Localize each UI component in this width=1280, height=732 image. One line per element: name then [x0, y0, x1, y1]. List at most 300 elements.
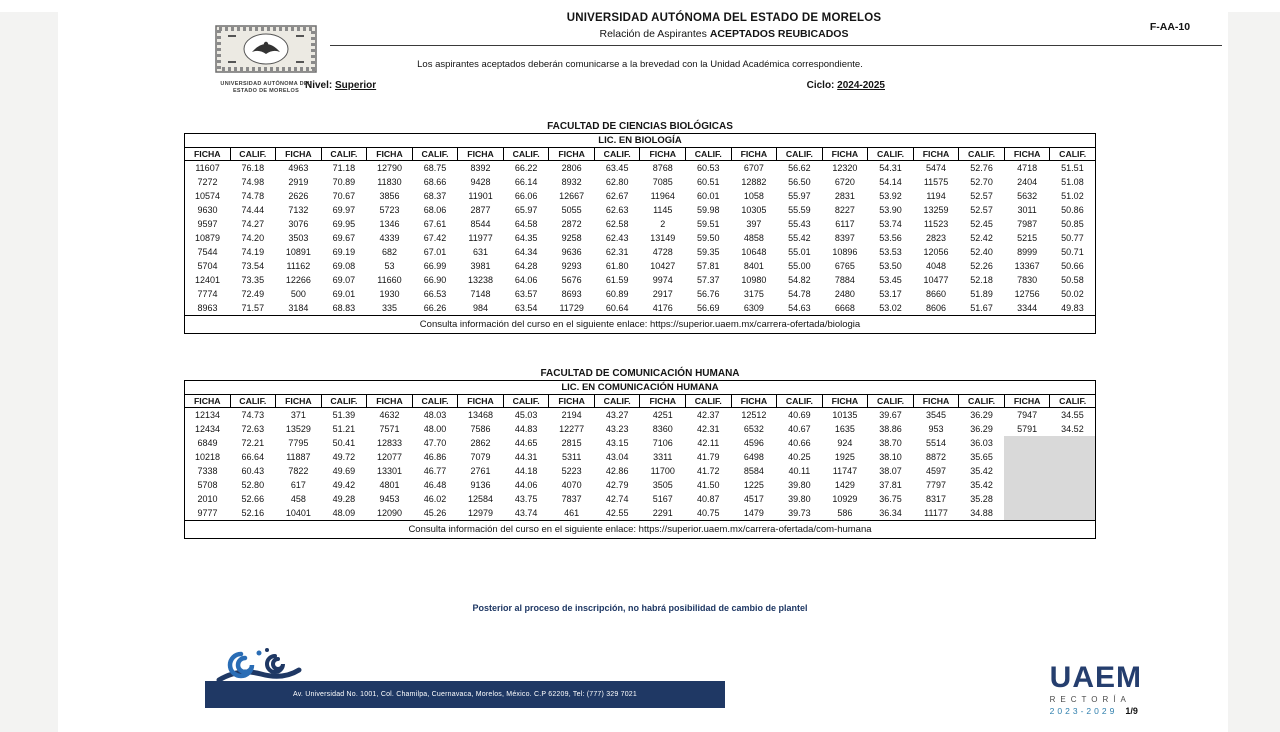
- ficha-cell: 984: [473, 303, 489, 313]
- calif-column-header: CALIF.: [868, 148, 914, 161]
- calif-cell: 42.11: [697, 438, 720, 448]
- calif-column-header: CALIF.: [594, 148, 640, 161]
- table-row: [185, 161, 1096, 176]
- calif-cell: 50.86: [1061, 205, 1084, 215]
- ficha-cell: 2761: [470, 466, 491, 476]
- ficha-cell: 2815: [561, 438, 582, 448]
- table-header-row: [185, 395, 1096, 408]
- calif-cell: 50.41: [332, 438, 356, 448]
- ficha-cell: 10427: [650, 261, 676, 271]
- calif-cell: 55.97: [788, 191, 811, 201]
- ficha-cell: 13367: [1014, 261, 1040, 271]
- ficha-cell: 11700: [650, 466, 675, 476]
- calif-cell: 42.31: [697, 424, 720, 434]
- table-row: [185, 506, 1096, 521]
- course-link-row: [185, 316, 1096, 334]
- ficha-cell: 461: [564, 508, 580, 518]
- calif-cell: 68.66: [423, 177, 447, 187]
- calif-cell: 49.83: [1061, 303, 1084, 313]
- ficha-cell: 7085: [652, 177, 673, 187]
- calif-cell: 52.18: [970, 275, 993, 285]
- calif-cell: 74.98: [241, 177, 265, 187]
- page-edge-right: [1228, 12, 1280, 732]
- calif-cell: 35.65: [970, 452, 993, 462]
- ficha-cell: 4339: [379, 233, 400, 243]
- ficha-cell: 11887: [286, 452, 311, 462]
- calif-cell: 49.42: [332, 480, 356, 490]
- ficha-cell: 7544: [197, 247, 218, 257]
- document-header: [330, 12, 1222, 40]
- ficha-cell: 12090: [376, 508, 402, 518]
- ficha-column-header: FICHA: [822, 148, 868, 161]
- calif-cell: 52.45: [970, 219, 993, 229]
- calif-cell: 57.81: [697, 261, 720, 271]
- ficha-cell: 10305: [741, 205, 767, 215]
- admissions-table-com-humana: [184, 380, 1096, 539]
- ficha-cell: 8963: [197, 303, 218, 313]
- calif-cell: 36.03: [970, 438, 993, 448]
- calif-cell: 74.73: [241, 410, 265, 420]
- ficha-cell: 10896: [832, 247, 858, 257]
- calif-cell: 52.26: [970, 261, 993, 271]
- calif-cell: 76.18: [241, 163, 265, 173]
- empty-cell: [1050, 506, 1096, 521]
- ficha-cell: 6668: [834, 303, 855, 313]
- ficha-cell: 9974: [652, 275, 673, 285]
- course-link[interactable]: Consulta información del curso en el siguiente enlace: https://superior.uaem.mx/carrera-ofertada/biologia: [185, 316, 1096, 334]
- ficha-cell: 500: [290, 289, 306, 299]
- calif-cell: 54.14: [879, 177, 902, 187]
- calif-cell: 56.76: [697, 289, 720, 299]
- crest-caption: UNIVERSIDAD AUTÓNOMA DEL ESTADO DE MORELOS: [220, 81, 312, 95]
- ficha-cell: 11162: [286, 261, 311, 271]
- table-row: [185, 301, 1096, 316]
- ficha-cell: 8768: [652, 163, 673, 173]
- calif-cell: 52.70: [970, 177, 993, 187]
- ficha-cell: 9636: [561, 247, 582, 257]
- ficha-column-header: FICHA: [913, 148, 959, 161]
- ficha-cell: 5704: [197, 261, 218, 271]
- ficha-cell: 8872: [926, 452, 947, 462]
- ficha-cell: 8401: [743, 261, 764, 271]
- ficha-cell: 3184: [288, 303, 309, 313]
- ficha-cell: 11177: [924, 508, 948, 518]
- calif-column-header: CALIF.: [959, 395, 1005, 408]
- ficha-cell: 682: [381, 247, 397, 257]
- ficha-cell: 10929: [832, 494, 858, 504]
- ficha-cell: 10648: [741, 247, 767, 257]
- ficha-cell: 5474: [926, 163, 947, 173]
- ficha-cell: 12401: [195, 275, 221, 285]
- ficha-cell: 7837: [561, 494, 582, 504]
- calif-cell: 69.07: [332, 275, 356, 285]
- ficha-cell: 9630: [197, 205, 218, 215]
- ficha-cell: 8227: [834, 205, 855, 215]
- calif-cell: 52.42: [970, 233, 993, 243]
- ficha-cell: 631: [473, 247, 489, 257]
- ficha-cell: 11729: [559, 303, 584, 313]
- document-page: [0, 12, 1280, 732]
- calif-cell: 35.42: [970, 480, 993, 490]
- calif-cell: 71.18: [332, 163, 356, 173]
- ficha-cell: 9136: [470, 480, 491, 490]
- calif-cell: 59.50: [697, 233, 720, 243]
- calif-cell: 68.37: [423, 191, 447, 201]
- ficha-cell: 3175: [743, 289, 764, 299]
- calif-cell: 74.20: [241, 233, 265, 243]
- ficha-cell: 7079: [470, 452, 491, 462]
- calif-cell: 51.02: [1061, 191, 1084, 201]
- calif-cell: 44.31: [514, 452, 538, 462]
- calif-column-header: CALIF.: [503, 395, 549, 408]
- calif-cell: 53.74: [879, 219, 902, 229]
- ficha-column-header: FICHA: [276, 395, 322, 408]
- ficha-cell: 10891: [285, 247, 311, 257]
- ficha-cell: 5676: [561, 275, 582, 285]
- table-row: [185, 217, 1096, 231]
- ficha-cell: 6849: [197, 438, 218, 448]
- ficha-cell: 13301: [376, 466, 402, 476]
- ficha-cell: 12320: [832, 163, 858, 173]
- ficha-cell: 1194: [926, 191, 946, 201]
- ficha-cell: 6309: [743, 303, 764, 313]
- calif-cell: 54.31: [879, 163, 902, 173]
- calif-cell: 39.73: [788, 508, 811, 518]
- footer-left: [205, 646, 725, 708]
- ficha-cell: 4596: [743, 438, 764, 448]
- ficha-cell: 3981: [470, 261, 491, 271]
- subtitle-bold: ACEPTADOS REUBICADOS: [709, 28, 849, 40]
- calif-cell: 43.23: [605, 424, 629, 434]
- calif-column-header: CALIF.: [321, 148, 367, 161]
- calif-cell: 60.64: [605, 303, 629, 313]
- address-bar: Av. Universidad No. 1001, Col. Chamilpa, Cuernavaca, Morelos, México. C.P 62209, Tel: (777) 329 7021: [205, 681, 725, 708]
- page-edge-left: [0, 12, 58, 732]
- ficha-cell: 12134: [195, 410, 221, 420]
- page-number: 1/9: [1125, 706, 1138, 716]
- calif-cell: 44.83: [514, 424, 538, 434]
- calif-column-header: CALIF.: [1050, 395, 1096, 408]
- calif-cell: 34.55: [1061, 410, 1084, 420]
- table-row: [185, 203, 1096, 217]
- calif-cell: 74.19: [241, 247, 265, 257]
- calif-cell: 48.00: [423, 424, 447, 434]
- ficha-cell: 7884: [834, 275, 855, 285]
- table-row: [185, 436, 1096, 450]
- calif-cell: 52.57: [970, 205, 993, 215]
- calif-cell: 43.04: [605, 452, 629, 462]
- ficha-cell: 1225: [743, 480, 764, 490]
- ficha-cell: 2831: [834, 191, 855, 201]
- ficha-cell: 10135: [832, 410, 858, 420]
- empty-cell: [1004, 450, 1050, 464]
- ficha-cell: 6720: [834, 177, 855, 187]
- ficha-cell: 5055: [561, 205, 582, 215]
- calif-cell: 44.18: [514, 466, 538, 476]
- ficha-cell: 3503: [288, 233, 309, 243]
- ficha-cell: 4632: [379, 410, 400, 420]
- calif-cell: 44.06: [514, 480, 538, 490]
- calif-cell: 59.35: [697, 247, 720, 257]
- ficha-cell: 397: [746, 219, 762, 229]
- ficha-cell: 586: [837, 508, 853, 518]
- calif-cell: 50.58: [1061, 275, 1084, 285]
- calif-cell: 74.78: [241, 191, 265, 201]
- ficha-column-header: FICHA: [367, 395, 413, 408]
- calif-cell: 69.67: [332, 233, 356, 243]
- ficha-cell: 4597: [926, 466, 947, 476]
- ficha-cell: 12434: [195, 424, 221, 434]
- ficha-cell: 13529: [285, 424, 311, 434]
- university-crest: [208, 24, 324, 95]
- ciclo-value: 2024-2025: [837, 80, 885, 91]
- calif-cell: 53.53: [879, 247, 902, 257]
- ficha-cell: 6765: [834, 261, 855, 271]
- no-campus-change-warning: Posterior al proceso de inscripción, no habrá posibilidad de cambio de plantel: [472, 603, 808, 613]
- ficha-cell: 7830: [1017, 275, 1038, 285]
- calif-cell: 50.77: [1061, 233, 1084, 243]
- calif-cell: 64.58: [514, 219, 538, 229]
- nivel-value: Superior: [335, 80, 377, 91]
- calif-cell: 43.27: [605, 410, 629, 420]
- calif-cell: 62.67: [605, 191, 629, 201]
- course-link[interactable]: Consulta información del curso en el siguiente enlace: https://superior.uaem.mx/carrera-ofertada/com-humana: [185, 521, 1096, 539]
- ficha-column-header: FICHA: [185, 148, 231, 161]
- calif-cell: 65.97: [514, 205, 538, 215]
- ficha-cell: 9428: [470, 177, 491, 187]
- ficha-cell: 7106: [652, 438, 673, 448]
- ficha-cell: 5514: [926, 438, 947, 448]
- ficha-cell: 10980: [741, 275, 767, 285]
- ficha-cell: 5723: [379, 205, 400, 215]
- calif-cell: 70.67: [332, 191, 356, 201]
- calif-cell: 53.45: [879, 275, 902, 285]
- calif-cell: 68.83: [332, 303, 356, 313]
- ficha-cell: 7795: [288, 438, 309, 448]
- calif-cell: 71.57: [241, 303, 265, 313]
- faculty-title: FACULTAD DE COMUNICACIÓN HUMANA: [540, 368, 740, 379]
- ficha-cell: 5311: [561, 452, 582, 462]
- calif-cell: 48.09: [332, 508, 356, 518]
- calif-cell: 66.14: [514, 177, 538, 187]
- calif-cell: 40.66: [788, 438, 811, 448]
- calif-cell: 49.72: [332, 452, 356, 462]
- ficha-column-header: FICHA: [458, 395, 504, 408]
- calif-cell: 69.19: [332, 247, 356, 257]
- ficha-cell: 1925: [834, 452, 855, 462]
- calif-cell: 41.50: [697, 480, 720, 490]
- ficha-column-header: FICHA: [458, 148, 504, 161]
- ficha-cell: 11964: [650, 191, 675, 201]
- ficha-cell: 4801: [379, 480, 400, 490]
- calif-cell: 55.01: [788, 247, 811, 257]
- ficha-cell: 7132: [288, 205, 309, 215]
- ficha-cell: 7148: [470, 289, 491, 299]
- calif-cell: 39.67: [879, 410, 902, 420]
- calif-cell: 50.02: [1061, 289, 1084, 299]
- calif-cell: 73.54: [241, 261, 265, 271]
- crest-icon: [214, 24, 318, 74]
- empty-cell: [1004, 436, 1050, 450]
- ficha-cell: 7797: [926, 480, 947, 490]
- ficha-cell: 2862: [470, 438, 491, 448]
- ficha-cell: 7338: [197, 466, 218, 476]
- calif-cell: 36.29: [970, 424, 993, 434]
- ficha-cell: 2806: [561, 163, 582, 173]
- calif-cell: 53.90: [879, 205, 902, 215]
- header-title-block: [330, 12, 1118, 40]
- ficha-cell: 5167: [652, 494, 673, 504]
- calif-cell: 60.01: [697, 191, 720, 201]
- ficha-cell: 9258: [561, 233, 582, 243]
- calif-cell: 62.43: [605, 233, 629, 243]
- ficha-cell: 4251: [652, 410, 673, 420]
- ficha-cell: 11901: [468, 191, 493, 201]
- empty-cell: [1050, 492, 1096, 506]
- ficha-cell: 1479: [743, 508, 764, 518]
- ficha-cell: 7586: [470, 424, 491, 434]
- ficha-cell: 371: [290, 410, 306, 420]
- ficha-column-header: FICHA: [731, 148, 777, 161]
- admissions-table-biologia: [184, 133, 1096, 334]
- ficha-column-header: FICHA: [276, 148, 322, 161]
- calif-cell: 53.50: [879, 261, 902, 271]
- calif-cell: 74.27: [241, 219, 265, 229]
- calif-cell: 64.34: [514, 247, 538, 257]
- ficha-cell: 2010: [197, 494, 218, 504]
- ficha-cell: 2917: [652, 289, 673, 299]
- calif-cell: 40.75: [697, 508, 720, 518]
- ficha-cell: 5708: [197, 480, 218, 490]
- ficha-cell: 617: [290, 480, 306, 490]
- ficha-cell: 12667: [559, 191, 585, 201]
- ficha-cell: 924: [837, 438, 853, 448]
- table-row: [185, 287, 1096, 301]
- calif-cell: 69.01: [332, 289, 356, 299]
- calif-cell: 66.22: [514, 163, 538, 173]
- ficha-cell: 53: [384, 261, 395, 271]
- ficha-cell: 8392: [470, 163, 491, 173]
- document-subtitle: [330, 28, 1118, 40]
- course-link-row: [185, 521, 1096, 539]
- calif-cell: 51.51: [1061, 163, 1084, 173]
- empty-cell: [1050, 478, 1096, 492]
- table-row: [185, 259, 1096, 273]
- calif-cell: 46.02: [423, 494, 447, 504]
- calif-cell: 66.26: [423, 303, 447, 313]
- ficha-cell: 2877: [470, 205, 491, 215]
- calif-cell: 53.02: [879, 303, 902, 313]
- calif-cell: 46.77: [423, 466, 447, 476]
- calif-cell: 37.81: [879, 480, 902, 490]
- calif-cell: 60.51: [697, 177, 720, 187]
- calif-cell: 66.99: [423, 261, 447, 271]
- calif-cell: 62.80: [605, 177, 629, 187]
- calif-cell: 59.51: [697, 219, 720, 229]
- ficha-cell: 11607: [195, 163, 220, 173]
- ficha-cell: 12512: [741, 410, 767, 420]
- ficha-column-header: FICHA: [549, 395, 595, 408]
- uaem-swirl-icon: [213, 646, 305, 686]
- calif-cell: 72.21: [241, 438, 265, 448]
- ficha-cell: 1058: [743, 191, 764, 201]
- calif-cell: 60.53: [697, 163, 720, 173]
- ficha-cell: 8360: [652, 424, 673, 434]
- university-title: UNIVERSIDAD AUTÓNOMA DEL ESTADO DE MORELOS: [566, 12, 882, 24]
- ficha-column-header: FICHA: [1004, 148, 1050, 161]
- calif-column-header: CALIF.: [230, 395, 276, 408]
- ficha-cell: 2872: [561, 219, 582, 229]
- table-row: [185, 450, 1096, 464]
- ficha-cell: 8693: [561, 289, 582, 299]
- calif-cell: 40.69: [788, 410, 811, 420]
- program-title-row: [185, 134, 1096, 148]
- calif-cell: 57.37: [697, 275, 720, 285]
- ficha-cell: 8999: [1017, 247, 1038, 257]
- ficha-cell: 2823: [926, 233, 947, 243]
- table-header-row: [185, 148, 1096, 161]
- calif-cell: 56.50: [788, 177, 811, 187]
- ficha-cell: 8932: [561, 177, 582, 187]
- ficha-cell: 13468: [468, 410, 494, 420]
- ficha-cell: 9777: [197, 508, 218, 518]
- calif-cell: 48.03: [423, 410, 447, 420]
- table-row: [185, 422, 1096, 436]
- calif-cell: 66.64: [241, 452, 265, 462]
- calif-cell: 51.89: [970, 289, 993, 299]
- ficha-cell: 1930: [379, 289, 400, 299]
- calif-cell: 34.52: [1061, 424, 1084, 434]
- ficha-cell: 1145: [653, 205, 673, 215]
- calif-cell: 63.45: [605, 163, 629, 173]
- ficha-cell: 953: [928, 424, 944, 434]
- ficha-cell: 12756: [1014, 289, 1040, 299]
- ficha-column-header: FICHA: [822, 395, 868, 408]
- ficha-cell: 12882: [741, 177, 767, 187]
- ficha-cell: 8584: [743, 466, 764, 476]
- calif-cell: 45.26: [423, 508, 447, 518]
- ficha-cell: 7571: [379, 424, 400, 434]
- calif-cell: 66.06: [514, 191, 538, 201]
- calif-cell: 69.97: [332, 205, 356, 215]
- ficha-cell: 2: [660, 219, 666, 229]
- ficha-cell: 3545: [926, 410, 947, 420]
- calif-cell: 43.74: [514, 508, 538, 518]
- ficha-column-header: FICHA: [640, 395, 686, 408]
- calif-cell: 52.40: [970, 247, 993, 257]
- calif-cell: 35.28: [970, 494, 993, 504]
- ficha-cell: 2291: [652, 508, 673, 518]
- table-row: [185, 408, 1096, 423]
- program-title: LIC. EN COMUNICACIÓN HUMANA: [185, 381, 1096, 395]
- calif-cell: 63.57: [514, 289, 538, 299]
- notice-text: Los aspirantes aceptados deberán comunicarse a la brevedad con la Unidad Académica correspondiente.: [417, 59, 863, 70]
- ficha-cell: 6707: [743, 163, 764, 173]
- ciclo-label: Ciclo:: [806, 80, 835, 91]
- calif-cell: 42.86: [605, 466, 629, 476]
- calif-cell: 69.95: [332, 219, 356, 229]
- table-row: [185, 478, 1096, 492]
- calif-cell: 68.75: [423, 163, 447, 173]
- empty-cell: [1004, 506, 1050, 521]
- uaem-logo-block: [1050, 663, 1142, 716]
- uaem-years: 2023-2029: [1049, 706, 1118, 716]
- ficha-cell: 13238: [468, 275, 494, 285]
- calif-column-header: CALIF.: [959, 148, 1005, 161]
- calif-cell: 70.89: [332, 177, 356, 187]
- ficha-column-header: FICHA: [913, 395, 959, 408]
- ficha-cell: 11977: [468, 233, 493, 243]
